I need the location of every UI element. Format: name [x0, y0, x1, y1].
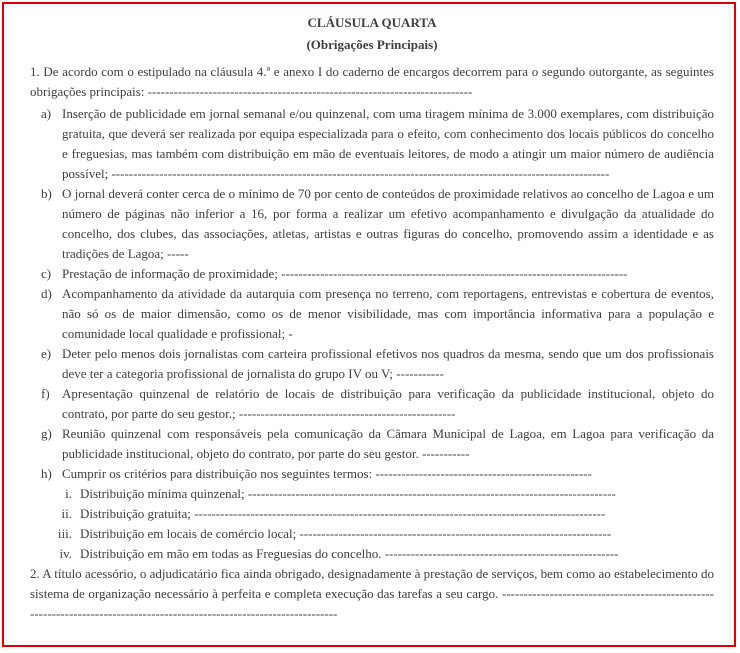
list-marker: e): [41, 346, 52, 361]
list-item-a: [30, 104, 714, 184]
list-marker: h): [41, 466, 52, 481]
list-item-text: Prestação de informação de proximidade; --------------------------------------------------------------------------------: [62, 266, 628, 281]
list-marker: a): [41, 106, 52, 121]
list-marker: g): [41, 426, 52, 441]
list-item-text: Deter pelo menos dois jornalistas com carteira profissional efetivos nos quadros da mesma, sendo que um dos profissionais deve ter a categoria profissional de jornalista do grupo IV ou V; -----------: [62, 346, 714, 381]
list-item-d: [30, 284, 714, 344]
sublist-marker: iv.: [59, 546, 72, 561]
list-item-f: [30, 384, 714, 424]
sublist-item-ii: [46, 504, 714, 524]
sublist-marker: iii.: [57, 526, 72, 541]
sublist-item-text: Distribuição em mão em todas as Freguesias do concelho. ------------------------------------------------------: [80, 546, 619, 561]
sublist-marker: i.: [65, 486, 72, 501]
contract-document: [30, 12, 714, 626]
sublist-item-i: [46, 484, 714, 504]
list-marker: d): [41, 286, 52, 301]
obligations-list: [30, 104, 714, 564]
list-item-e: [30, 344, 714, 384]
sublist-item-iv: [46, 544, 714, 564]
sublist-item-text: Distribuição gratuita; -----------------------------------------------------------------------------------------------: [80, 506, 606, 521]
sublist-item-iii: [46, 524, 714, 544]
list-item-b: [30, 184, 714, 264]
list-item-text: Apresentação quinzenal de relatório de locais de distribuição para verificação da publicidade institucional, objeto do contrato, por parte do seu gestor.; --------------------------------------------------: [62, 386, 714, 421]
list-item-text: Acompanhamento da atividade da autarquia com presença no terreno, com reportagens, entrevistas e cobertura de eventos, não só os de maior dimensão, como os de menor visibilidade, mas com importância informativa para a população e comunidade local qualidade e profissional; -: [62, 286, 714, 341]
list-marker: c): [41, 266, 52, 281]
list-item-text: Cumprir os critérios para distribuição nos seguintes termos: --------------------------------------------------: [62, 466, 592, 481]
paragraph-1: 1. De acordo com o estipulado na cláusula 4.ª e anexo I do caderno de encargos decorrem para o segundo outorgante, as seguintes obrigações principais: ---------------------------------------------------------------------------: [30, 64, 714, 99]
list-item-h: [30, 464, 714, 484]
clause-title: CLÁUSULA QUARTA: [307, 15, 437, 30]
sublist-item-text: Distribuição em locais de comércio local; ------------------------------------------------------------------------: [80, 526, 612, 541]
sublist-item-text: Distribuição mínima quinzenal; -------------------------------------------------------------------------------------: [80, 486, 616, 501]
list-item-text: Reunião quinzenal com responsáveis pela comunicação da Câmara Municipal de Lagoa, em Lagoa para verificação da publicidade institucional, objeto do contrato, por parte do seu gestor. -----------: [62, 426, 714, 461]
list-marker: b): [41, 186, 52, 201]
sublist-marker: ii.: [61, 506, 72, 521]
list-marker: f): [41, 386, 50, 401]
list-item-c: [30, 264, 714, 284]
list-item-g: [30, 424, 714, 464]
clause-subtitle: (Obrigações Principais): [306, 37, 438, 52]
list-item-text: Inserção de publicidade em jornal semanal e/ou quinzenal, com uma tiragem mínima de 3.000 exemplares, com distribuição gratuita, que deverá ser realizada por equipa especializada para o efeito, com conhecimento dos locais públicos do concelho e freguesias, mas também com distribuição em mão de eventuais leitores, de modo a atingir um maior número de audiência possível; -------------------------------------------------------------------------------------------------------------------: [62, 106, 714, 181]
list-item-text: O jornal deverá conter cerca de o mínimo de 70 por cento de conteúdos de proximidade relativos ao concelho de Lagoa e um número de páginas não inferior a 16, por forma a realizar um efetivo acompanhamento e divulgação da atualidade do concelho, dos clubes, das associações, atletas, artistas e outras figuras do concelho, promovendo assim a identidade e as tradições de Lagoa; -----: [62, 186, 714, 261]
paragraph-2: 2. A título acessório, o adjudicatário fica ainda obrigado, designadamente à prestação de serviços, bem como ao estabelecimento do sistema de organização necessário à perfeita e completa execução das tarefas a seu cargo. ------------------------------------------------------------------------------------------------------------------------: [30, 566, 714, 621]
